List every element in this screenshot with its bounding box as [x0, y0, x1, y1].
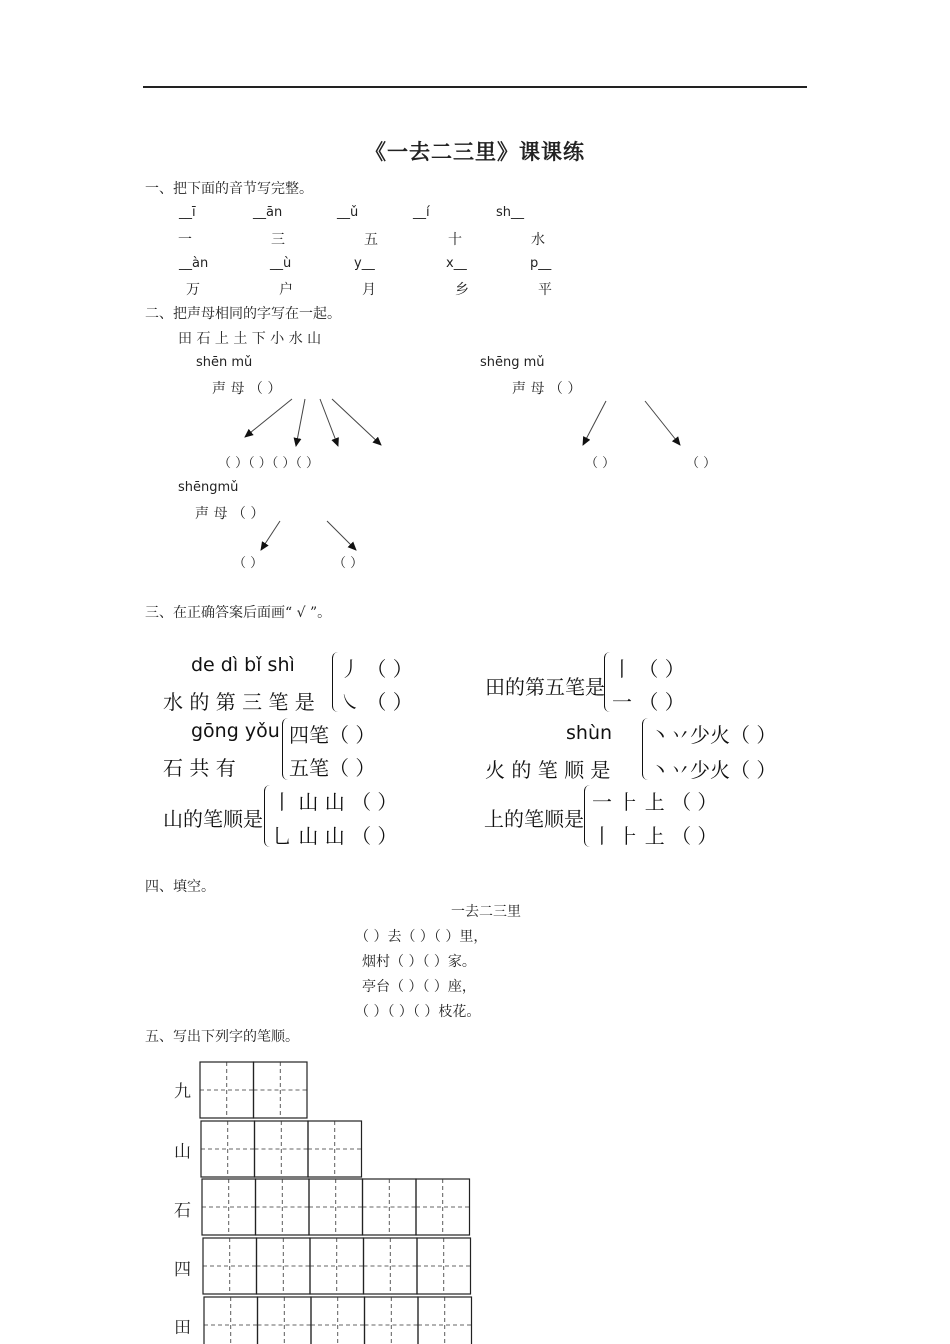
s3-q3-option: 五笔（ ）	[289, 756, 376, 780]
s3-q6-option: 一 ⺊ 上 （ ）	[592, 790, 718, 814]
s3-q1-option: 丿 （ ）	[340, 657, 413, 681]
poem-title: 一去二三里	[451, 904, 521, 920]
s1-char: 月	[362, 282, 376, 298]
s2-right-blank: （ ）	[585, 456, 616, 471]
s2-chars: 田 石 上 土 下 小 水 山	[178, 331, 322, 347]
s1-char: 水	[531, 232, 545, 248]
s1-py: __ù	[270, 256, 292, 271]
stroke-char-label: 九	[174, 1082, 191, 1102]
poem-line: 烟村（ ）（ ）家。	[362, 954, 476, 970]
s2-left-pinyin: shēn mǔ	[196, 355, 253, 370]
s3-q4-option: 丶丷少火（ ）	[650, 723, 777, 747]
s3-q3-text: 石 共 有	[163, 756, 236, 780]
stroke-grid-row[interactable]	[202, 1179, 470, 1235]
s1-py: x__	[446, 256, 467, 271]
s3-q2-option: 一 （ ）	[612, 690, 685, 714]
s3-q1-pinyin: de dì bǐ shì	[191, 654, 295, 676]
s1-char: 三	[271, 232, 285, 248]
s1-char: 五	[364, 232, 378, 248]
s2-left-blanks: （ ）（ ）（ ）（ ）	[218, 456, 320, 471]
poem-line: 亭台（ ）（ ）座，	[362, 979, 476, 995]
s3-q4-text: 火 的 笔 顺 是	[485, 758, 611, 782]
s1-py: sh__	[496, 205, 525, 220]
section-1-heading: 一、把下面的音节写完整。	[145, 181, 313, 197]
section-5-heading: 五、写出下列字的笔顺。	[145, 1029, 299, 1045]
s1-py: __ǔ	[337, 205, 359, 220]
s2-bottom-label: 声 母 （ ）	[195, 506, 265, 522]
section-3-heading: 三、在正确答案后面画“ √ ”。	[145, 605, 332, 621]
s1-char: 万	[186, 282, 200, 298]
s2-bottom-blank: （ ）	[233, 556, 264, 571]
section-2-heading: 二、把声母相同的字写在一起。	[145, 306, 341, 322]
s1-py: __àn	[179, 256, 209, 271]
s3-q4-option: 丶丷少火（ ）	[650, 758, 777, 782]
s1-py: __í	[413, 205, 430, 220]
s1-py: p__	[530, 256, 552, 271]
stroke-char-label: 田	[174, 1318, 191, 1338]
s2-right-label: 声 母 （ ）	[512, 381, 582, 397]
s1-py: __ī	[179, 205, 196, 220]
s3-q3-option: 四笔（ ）	[289, 723, 376, 747]
s3-q3-pinyin: gōng yǒu	[191, 720, 280, 742]
stroke-grid-row[interactable]	[201, 1121, 362, 1177]
s1-char: 一	[178, 232, 192, 248]
s2-right-pinyin: shēng mǔ	[480, 355, 545, 370]
s1-char: 十	[448, 232, 462, 248]
s3-q5-option: 丨 山 山 （ ）	[272, 790, 398, 814]
s1-py: y__	[354, 256, 375, 271]
s2-bottom-pinyin: shēngmǔ	[178, 480, 239, 495]
s1-char: 户	[279, 282, 293, 298]
s1-char: 乡	[455, 282, 469, 298]
s2-right-blank: （ ）	[686, 456, 717, 471]
s3-q6-text: 上的笔顺是	[484, 807, 584, 831]
stroke-char-label: 四	[174, 1260, 191, 1280]
poem-line: （ ）去（ ）（ ）里，	[355, 929, 488, 945]
s3-q5-option: 乚 山 山 （ ）	[272, 824, 398, 848]
s2-left-label: 声 母 （ ）	[212, 381, 282, 397]
poem-line: （ ）（ ）（ ）枝花。	[355, 1004, 481, 1020]
s1-py: __ān	[253, 205, 283, 220]
section-4-heading: 四、填空。	[145, 879, 215, 895]
s3-q6-option: 丨 ⺊ 上 （ ）	[592, 824, 718, 848]
page-title: 《一去二三里》课课练	[365, 139, 585, 164]
s3-q2-text: 田的第五笔是	[485, 675, 605, 699]
s3-q4-pinyin: shùn	[566, 722, 613, 744]
s3-q5-text: 山的笔顺是	[163, 807, 263, 831]
s3-q1-text: 水 的 第 三 笔 是	[163, 690, 315, 714]
stroke-char-label: 石	[174, 1201, 191, 1221]
stroke-grid-row[interactable]	[200, 1062, 307, 1118]
stroke-grid-row[interactable]	[204, 1297, 472, 1344]
stroke-grid-row[interactable]	[203, 1238, 471, 1294]
s3-q1-option: ㇏ （ ）	[340, 690, 413, 714]
s3-q2-option: 丨 （ ）	[612, 657, 685, 681]
stroke-char-label: 山	[174, 1142, 191, 1162]
s2-bottom-blank: （ ）	[333, 556, 364, 571]
s1-char: 平	[538, 282, 552, 298]
